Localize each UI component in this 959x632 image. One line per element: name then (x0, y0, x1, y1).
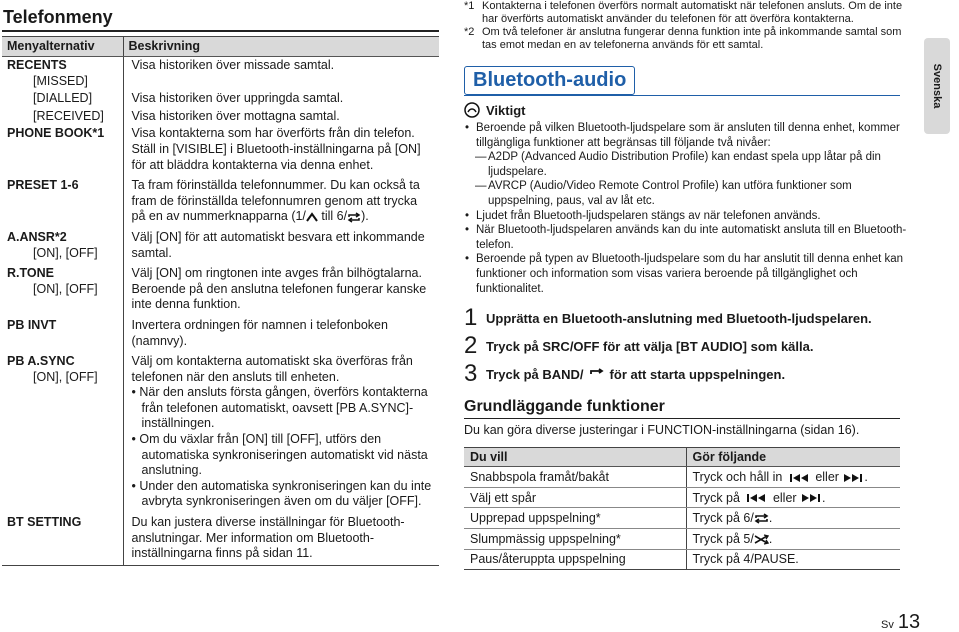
description: Välj om kontakterna automatiskt ska överföras från telefonen när den ansluts till enheten. (131, 354, 413, 384)
table-row (2, 229, 439, 265)
menu-sub-dialled: [DIALLED] (33, 91, 93, 106)
shuffle-icon (754, 534, 769, 545)
step-2: 2 Tryck på SRC/OFF för att välja [BT AUDIO] som källa. (464, 332, 814, 360)
description: Invertera ordningen för namnen i telefonboken (namnvy). (131, 317, 388, 348)
description: Visa historiken över mottagna samtal. (131, 108, 340, 123)
functions-table (464, 447, 900, 570)
description: Visa historiken över uppringda samtal. (131, 91, 344, 106)
steps (464, 304, 913, 388)
section-title: Bluetooth-audio (464, 66, 635, 95)
previous-track-icon (789, 473, 809, 483)
column-header-want: Du vill (464, 448, 686, 467)
step-3: 3 Tryck på BAND/ för att starta uppspelningen. (464, 360, 786, 388)
list-item: • Beroende på typen av Bluetooth-ljudspelare som du har anslutit till denna enhet kan funktioner och information som visas variera beroende på tillgänglighet och funktionalitet. (464, 252, 913, 296)
next-track-icon (843, 473, 863, 483)
table-row (2, 177, 439, 229)
menu-sub-on-off: [ON], [OFF] (33, 281, 98, 296)
menu-sub-on-off: [ON], [OFF] (33, 245, 98, 260)
next-track-icon (801, 493, 821, 503)
list-item: • Ljudet från Bluetooth-ljudspelaren stängs av när telefonen används. (464, 209, 913, 224)
menu-item-r-tone: R.TONE (7, 266, 54, 281)
description: Välj [ON] för att automatiskt besvara ett inkommande samtal. (131, 229, 425, 260)
table-row (2, 353, 439, 514)
table-row: Snabbspola framåt/bakåt Tryck och håll in eller . (464, 467, 900, 488)
repeat-icon (754, 513, 769, 524)
table-row: Paus/återuppta uppspelning Tryck på 4/PAUSE. (464, 549, 900, 570)
footnote-2: *2 Om två telefoner är anslutna fungerar denna funktion inte på inkommande samtal som tas emot medan en av telefonerna används för ett samtal. (464, 26, 902, 51)
step-1: 1 Upprätta en Bluetooth-anslutning med Bluetooth-ljudspelaren. (464, 304, 872, 332)
column-header-description: Beskrivning (123, 37, 439, 57)
description-cont: till 6/ (321, 209, 348, 224)
right-page (464, 0, 913, 570)
menu-sub-received: [RECEIVED] (33, 108, 104, 123)
table-row (2, 265, 439, 317)
description-end: ). (361, 209, 369, 224)
important-icon (464, 102, 480, 118)
menu-sub-on-off: [ON], [OFF] (33, 369, 98, 384)
repeat-icon (347, 212, 361, 223)
column-header-do: Gör följande (686, 448, 900, 467)
bullet-item: • Om du växlar från [ON] till [OFF], utförs den automatiska synkroniseringen automatiskt vid nästa anslutning. (131, 432, 428, 478)
important-heading: Viktigt (464, 102, 913, 118)
menu-item-a-ansr: A.ANSR*2 (7, 229, 67, 244)
phone-menu-table (2, 36, 439, 566)
important-list (464, 121, 913, 296)
list-item: • Beroende på vilken Bluetooth-ljudspelare som är ansluten till denna enhet, kommer tillgängliga funktioner att begränsas till följande två nivåer: (464, 121, 913, 150)
table-row: Slumpmässig uppspelning* Tryck på 5/ . (464, 528, 900, 549)
table-row (2, 514, 439, 565)
footnote-1: *1 Kontakterna i telefonen överförs normalt automatiskt när telefonen ansluts. Om de inte har överförts automatiskt använder du telefonen för att överföra kontakterna. (464, 0, 903, 25)
bullet-item: • När den ansluts första gången, överförs kontakterna från telefonen automatiskt, oavsett [PB A.SYNC]-inställningen. (131, 385, 428, 431)
description: Ta fram förinställda telefonnummer. Du kan också ta fram de förinställda telefonnumren genom att trycka på en av nummerknapparna (1/ (131, 178, 420, 224)
menu-item-recents: RECENTS (7, 58, 67, 72)
list-item: — A2DP (Advanced Audio Distribution Profile) kan endast spela upp låtar på din ljudspelare. (464, 150, 913, 179)
page-title: Telefonmeny (2, 6, 439, 32)
table-row (2, 57, 439, 91)
table-row: Välj ett spår Tryck på eller . (464, 487, 900, 508)
table-row (2, 108, 439, 126)
table-row: Upprepad uppspelning* Tryck på 6/ . (464, 508, 900, 529)
description: Du kan justera diverse inställningar för Bluetooth-anslutningar. Mer information om Bluetooth-inställningarna finns på sidan 11. (131, 515, 405, 561)
previous-track-icon (746, 493, 766, 503)
table-row (2, 125, 439, 177)
menu-item-phone-book: PHONE BOOK*1 (7, 126, 105, 141)
repeat-icon (589, 368, 605, 380)
menu-sub-missed: [MISSED] (33, 73, 88, 88)
description: Välj [ON] om ringtonen inte avges från bilhögtalarna. Beroende på den anslutna telefonen fungerar kanske inte denna funktion. (131, 266, 427, 312)
bullet-item: • Under den automatiska synkroniseringen kan du inte avbryta synkroniseringen även om du väljer [OFF]. (131, 478, 432, 509)
menu-item-pb-invt: PB INVT (7, 317, 57, 332)
language-tab: Svenska (924, 38, 950, 134)
page-number: Sv 13 (881, 611, 921, 632)
description: Visa historiken över missade samtal. (131, 58, 335, 72)
subsection-title: Grundläggande funktioner (464, 398, 900, 419)
list-item: — AVRCP (Audio/Video Remote Control Profile) kan utföra funktioner som uppspelning, paus, val av låt etc. (464, 179, 913, 208)
table-row (2, 317, 439, 353)
menu-item-pb-a-sync: PB A.SYNC (7, 354, 75, 369)
description: Visa kontakterna som har överförts från din telefon. Ställ in [VISIBLE] i Bluetooth-inställningarna på [ON] för att bläddra kontakterna via denna enhet. (131, 126, 421, 172)
subsection-description: Du kan göra diverse justeringar i FUNCTION-inställningarna (sidan 16). (464, 423, 860, 438)
menu-item-preset: PRESET 1-6 (7, 178, 79, 193)
list-item: • När Bluetooth-ljudspelaren används kan du inte automatiskt ansluta till en Bluetooth-telefon. (464, 223, 913, 252)
up-arrow-icon (306, 212, 318, 222)
column-header-menu: Menyalternativ (2, 37, 123, 57)
menu-item-bt-setting: BT SETTING (7, 515, 82, 530)
table-row (2, 90, 439, 108)
section-header (464, 66, 900, 96)
